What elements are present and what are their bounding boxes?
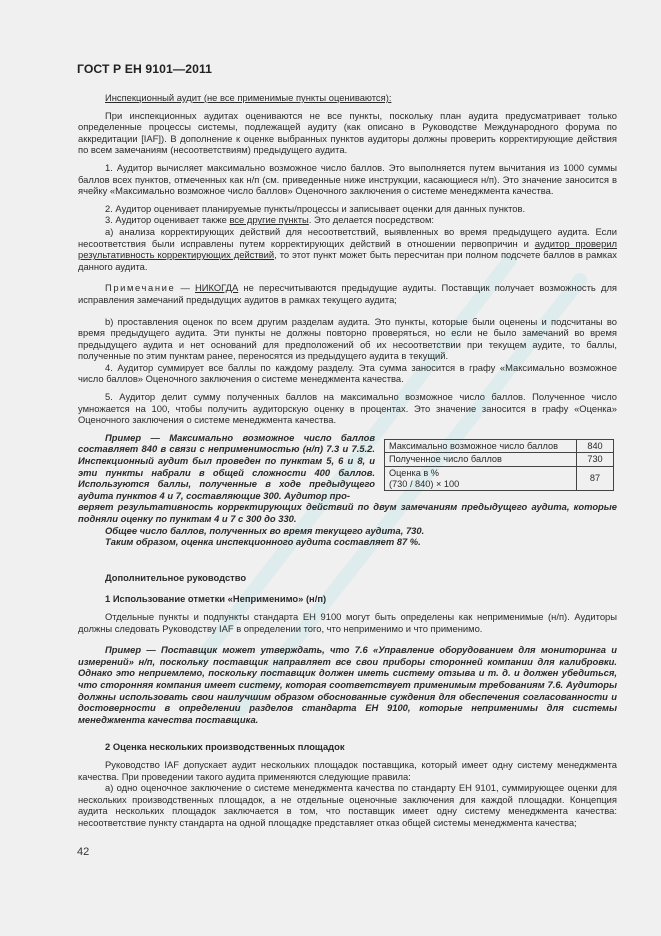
paragraph-sub1: Отдельные пункты и подпункты стандарта ЕН 9100 могут быть определены как неприменимые (н/п). Аудиторы должны следовать Руководству IAF в определении того, что неприменимо и что применимо. [78,610,617,634]
note-label: Примечание [105,282,176,294]
subsection-heading-2: 2 Оценка нескольких производственных площадок [105,741,345,753]
page-content [78,92,617,828]
page-number: 42 [77,846,90,858]
example-continuation: веряет результативность корректирующих действий по двум замечаниям предыдущего аудита, которые подняли оценку по пунктам 4 и 7 с 300 до 330. [78,501,617,524]
table-cell-value: 87 [577,467,614,491]
table-cell-value: 840 [577,439,614,453]
table-cell-label: Полученное число баллов [385,453,577,467]
paragraph-sub2-item-a: a) одно оценочное заключение о системе менеджмента качества по стандарту ЕН 9101, суммирующее оценки для нескольких производственных площадок, а не отдельные оценочные заключения для каждой площадки. Концепция аудита нескольких площадок заключается в том, что поставщик имеет одну систему менеджмента качества: несоответствие пункту стандарта на одной площадке представляет отказ общей системы менеджмента качества; [78,782,617,828]
paragraph-step-4: 4. Аудитор суммирует все баллы по каждому разделу. Эта сумма заносится в графу «Максимально возможное число баллов» Оценочного заключения о системе менеджмента качества. [78,361,617,385]
example-total: Общее число баллов, полученных во время текущего аудита, 730. [105,524,425,536]
table-cell-label: Максимально возможное число баллов [385,439,577,453]
paragraph-step-1: 1. Аудитор вычисляет максимально возможное число баллов. Это выполняется путем вычитания из 1000 суммы баллов всех пунктов, отмеченных как н/п (см. приведенные ниже инструкции, касающиеся н/п). Это значение заносится в ячейку «Максимально возможное число баллов» Оценочного заключения о системе менеджмента качества. [78,161,617,197]
paragraph-item-b: b) проставления оценок по всем другим разделам аудита. Это пункты, которые были оценены и подсчитаны во время предыдущего аудита. Эти пункты не должны повторно проверяться, но если не было замечаний во время предыдущего аудита и нет оснований для предположений об их несоответствии при текущем аудите, то баллы, полученные по этим пунктам ранее, переносятся из предыдущего аудита в текущий. [78,315,617,362]
section-heading-inspection: Инспекционный аудит (не все применимые пункты оцениваются): [105,92,392,103]
example-result: Таким образом, оценка инспекционного аудита составляет 87 %. [105,536,421,548]
paragraph-step-5: 5. Аудитор делит сумму полученных баллов на максимально возможное число баллов. Полученное число умножается на 100, чтобы получить аудиторскую оценку в процентах. Это значение заносится в графу «Оценка» Оценочного заключения о системе менеджмента качества. [78,391,617,426]
score-table [384,439,614,491]
table-cell-label: Оценка в % (730 / 840) × 100 [385,467,577,491]
paragraph-sub2: Руководство IAF допускает аудит нескольких площадок поставщика, который имеет одну систему менеджмента качества. При проведении такого аудита применяются следующие правила: [78,758,617,782]
note: Примечание — НИКОГДА не пересчитываются предыдущие аудиты. Поставщик получает возможность для исправления замечаний предыдущих аудитов в рамках текущего аудита; [78,282,617,305]
example-block [78,432,617,548]
section-heading-additional: Дополнительное руководство [105,571,247,583]
table-cell-value: 730 [577,453,614,467]
example-sub1: Пример — Поставщик может утверждать, что 7.6 «Управление оборудованием для мониторинга и измерений» н/п, поскольку поставщик направляет все свои приборы сторонней компании для калибровки. Однако это неприемлемо, поскольку поставщик должен иметь систему отзыва и т. д. и должен убедиться, что сторонняя компания имеет систему, которая соответствует применимым требованиям 7.6. Аудиторы должны использовать свои наилучшим образом обоснованные суждения для обеспечения согласованности и достоверности в определении разделов стандарта ЕН 9100, которые неприменимы для системы менеджмента качества поставщика. [78,644,617,725]
subsection-heading-1: 1 Использование отметки «Неприменимо» (н/п) [105,593,327,605]
paragraph-step-3: 3. Аудитор оценивает также все другие пункты. Это делается посредством: [105,214,435,226]
document-header: ГОСТ Р ЕН 9101—2011 [77,62,213,76]
table-row [385,453,614,467]
table-row [385,467,614,491]
paragraph-step-2: 2. Аудитор оценивает планируемые пункты/процессы и записывает оценки для данных пунктов. [105,202,526,214]
paragraph-intro: При инспекционных аудитах оцениваются не все пункты, поскольку план аудита предусматривает только определенные процессы системы, подлежащей аудиту (как описано в Руководстве Международного форума по аккредитации [IAF]). В дополнение к оценке выбранных пунктов аудиторы должны проверить корректирующие действия по всем замечаниям (несоответствиям) предыдущего аудита. [78,109,617,156]
table-row [385,439,614,453]
paragraph-item-a: a) анализа корректирующих действий для несоответствий, выявленных во время предыдущего аудита. Если несоответствия были исправлены путем корректирующих действий в отношении первопричин и аудитор проверил результативность корректирующих действий, то этот пункт может быть пересчитан при полном подсчете баллов в рамках данного аудита. [78,225,617,272]
example-text: Пример — Максимально возможное число баллов составляет 840 в связи с неприменимостью (н/п) 7.3 и 7.5.2. Инспекционный аудит был проведен по пунктам 5, 6 и 8, и эти пункты набрали в общей сложности 400 баллов. Используются баллы, полученные в ходе предыдущего аудита пунктов 4 и 7, составляющие 300. Аудитор про- [78,431,375,501]
